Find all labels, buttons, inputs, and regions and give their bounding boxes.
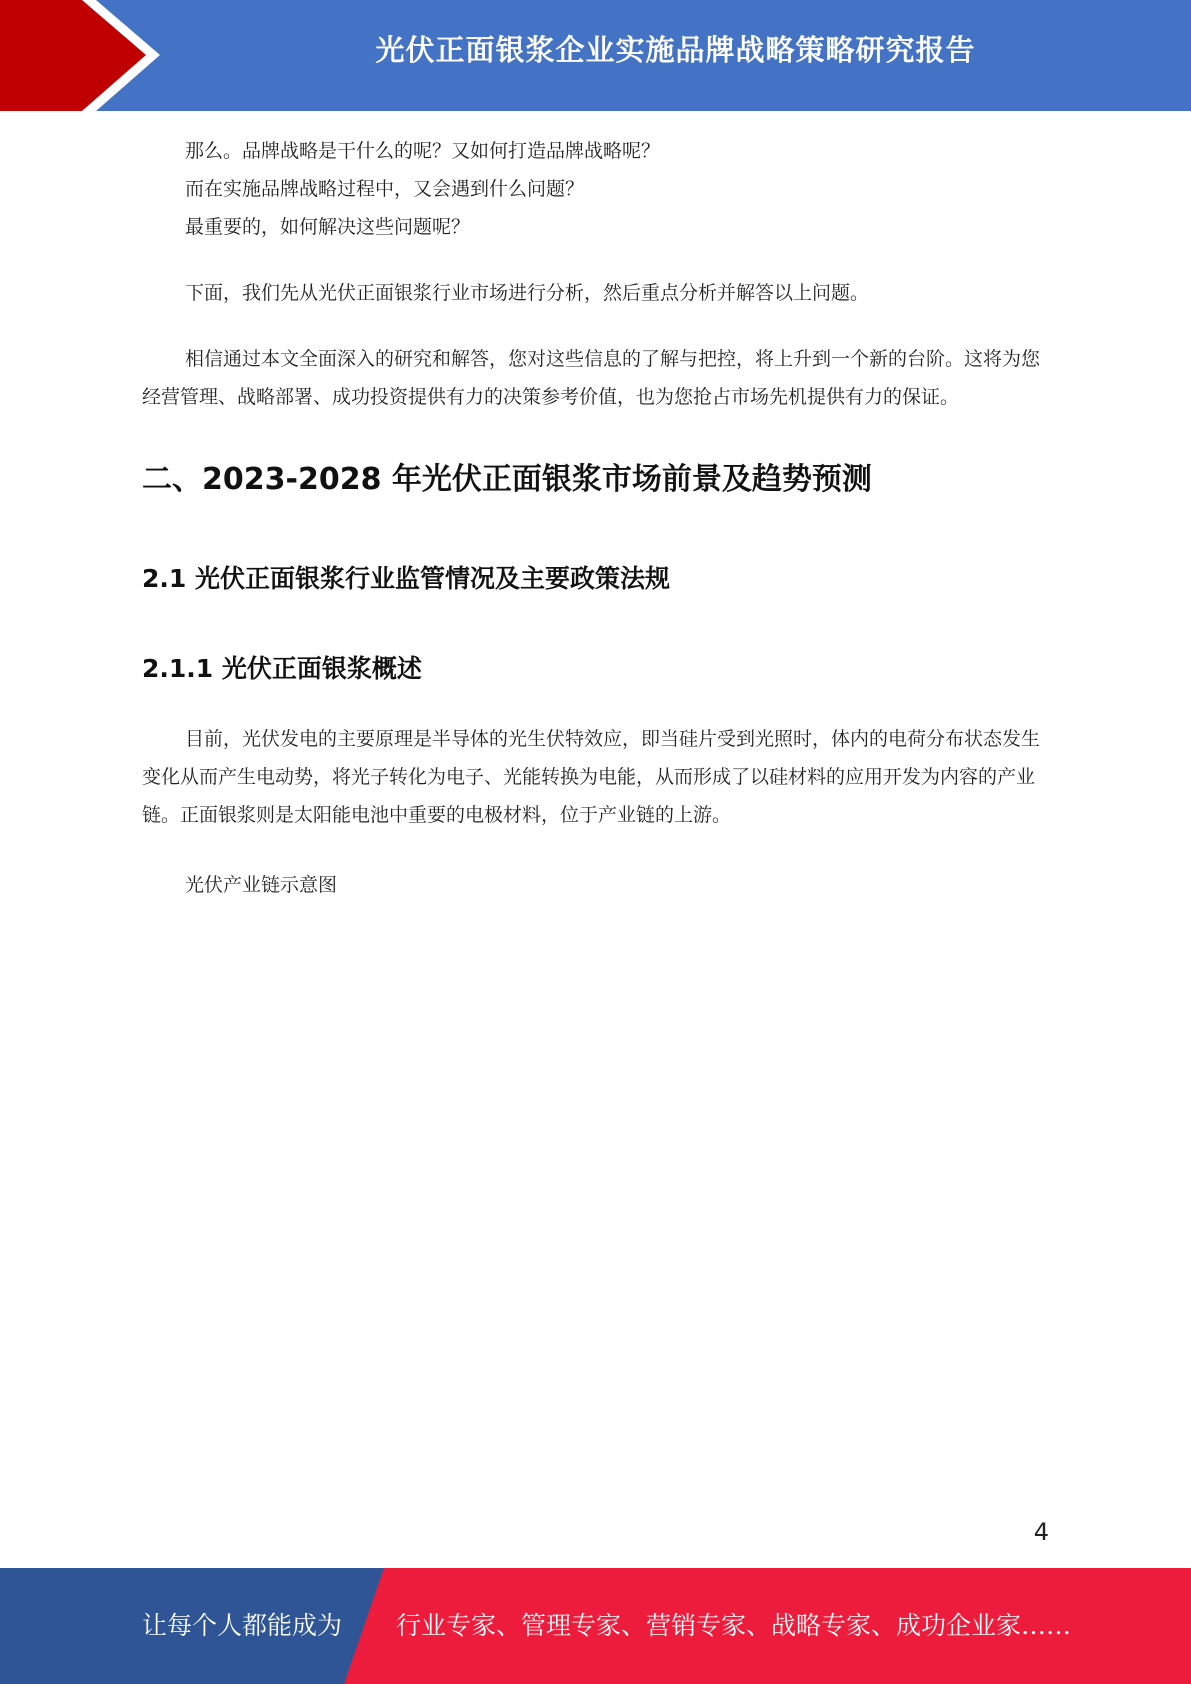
intro-question-1: 那么。品牌战略是干什么的呢？又如何打造品牌战略呢？ — [185, 140, 661, 162]
section-2-1-heading: 2.1 光伏正面银浆行业监管情况及主要政策法规 — [142, 564, 670, 593]
section-2-1-1-heading: 2.1.1 光伏正面银浆概述 — [142, 654, 422, 683]
intro-next-paragraph: 下面，我们先从光伏正面银浆行业市场进行分析，然后重点分析并解答以上问题。 — [185, 282, 870, 304]
header-chevron-decoration — [0, 0, 200, 111]
section-2-1-1-body: 目前，光伏发电的主要原理是半导体的光生伏特效应，即当硅片受到光照时，体内的电荷分布状态发生变化从而产生电动势，将光子转化为电子、光能转换为电能，从而形成了以硅材料的应用开发为内容的产业链。正面银浆则是太阳能电池中重要的电极材料，位于产业链的上游。 — [142, 728, 1041, 826]
footer-slogan-left: 让每个人都能成为 — [142, 1611, 343, 1640]
page-content — [142, 132, 1047, 904]
page-number: 4 — [1033, 1518, 1049, 1546]
intro-question-3: 最重要的，如何解决这些问题呢？ — [185, 216, 471, 238]
section-2-heading: 二、2023-2028 年光伏正面银浆市场前景及趋势预测 — [142, 462, 872, 497]
figure-caption: 光伏产业链示意图 — [185, 874, 338, 896]
intro-trust-paragraph: 相信通过本文全面深入的研究和解答，您对这些信息的了解与把控，将上升到一个新的台阶。这将为您经营管理、战略部署、成功投资提供有力的决策参考价值，也为您抢占市场先机提供有力的保证。 — [142, 348, 1041, 408]
footer-slogan-right: 行业专家、管理专家、营销专家、战略专家、成功企业家…… — [396, 1611, 1072, 1640]
page-header — [0, 0, 1191, 111]
page-footer — [0, 1568, 1191, 1684]
document-title: 光伏正面银浆企业实施品牌战略策略研究报告 — [375, 33, 976, 67]
intro-question-2: 而在实施品牌战略过程中，又会遇到什么问题？ — [185, 178, 585, 200]
